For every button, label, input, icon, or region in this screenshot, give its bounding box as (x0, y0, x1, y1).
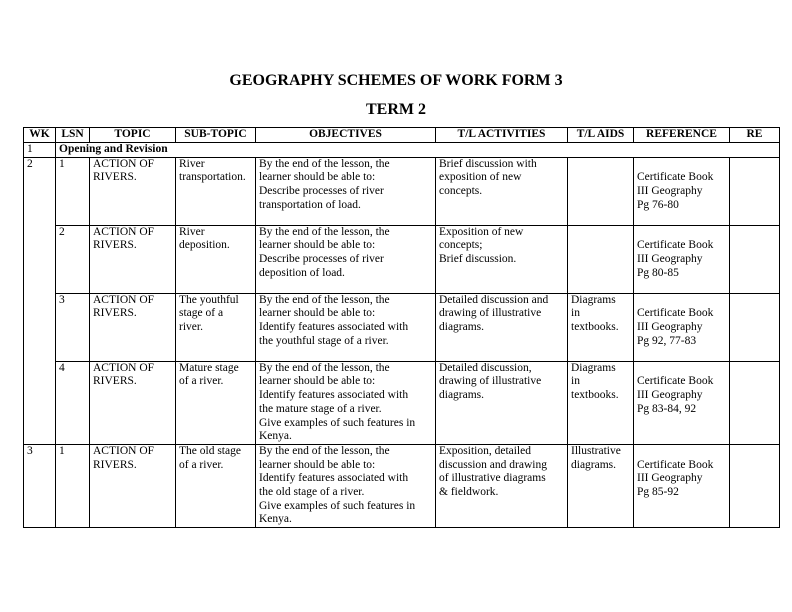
reference-line: Certificate Book (637, 458, 714, 471)
table-row (24, 361, 780, 444)
objectives-cell (256, 225, 436, 293)
topic-cell (90, 157, 176, 225)
objective-line: Identify features associated with (259, 472, 409, 485)
topic-line: RIVERS. (93, 458, 137, 471)
topic-cell (90, 293, 176, 361)
objective-line: deposition of load. (259, 266, 345, 279)
reference-line: III Geography (637, 321, 703, 334)
subtopic-line: River (179, 225, 205, 238)
subtopic-line: river. (179, 321, 203, 334)
activity-line: discussion and drawing (439, 458, 547, 471)
reference-line: Pg 92, 77-83 (637, 334, 697, 347)
activity-line: Detailed discussion and (439, 293, 549, 306)
week-cell: 2 (24, 157, 56, 444)
revision-text: Opening and Revision (56, 143, 780, 158)
revision-row (24, 143, 780, 158)
remarks-cell (730, 293, 780, 361)
reference-cell (634, 225, 730, 293)
objectives-cell (256, 293, 436, 361)
reference-line: Certificate Book (637, 307, 714, 320)
objective-line: Describe processes of river (259, 185, 384, 198)
activity-line: diagrams. (439, 389, 485, 402)
objective-line: By the end of the lesson, the (259, 444, 390, 457)
objective-line: By the end of the lesson, the (259, 157, 390, 170)
subtopic-cell (176, 157, 256, 225)
activity-line: diagrams. (439, 321, 485, 334)
topic-cell (90, 225, 176, 293)
aid-line: textbooks. (571, 321, 619, 334)
objective-line: Give examples of such features in (259, 499, 416, 512)
objective-line: the mature stage of a river. (259, 402, 382, 415)
aid-line: textbooks. (571, 389, 619, 402)
reference-cell (634, 361, 730, 444)
topic-line: RIVERS. (93, 239, 137, 252)
activities-cell (436, 293, 568, 361)
revision-week: 1 (24, 143, 56, 158)
objectives-cell (256, 444, 436, 527)
activity-line: drawing of illustrative (439, 375, 542, 388)
subtopic-line: The old stage (179, 444, 241, 457)
aids-cell (568, 293, 634, 361)
schemes-table (23, 127, 780, 528)
remarks-cell (730, 225, 780, 293)
topic-line: ACTION OF (93, 293, 155, 306)
header-objectives: OBJECTIVES (256, 128, 436, 143)
subtopic-cell (176, 225, 256, 293)
reference-line: Pg 76-80 (637, 198, 679, 211)
aid-line: in (571, 375, 580, 388)
header-activities: T/L ACTIVITIES (436, 128, 568, 143)
objective-line: learner should be able to: (259, 239, 376, 252)
table-row (24, 157, 780, 225)
lesson-cell: 2 (56, 225, 90, 293)
activity-line: concepts; (439, 239, 483, 252)
aid-line: Illustrative (571, 444, 621, 457)
week-cell: 3 (24, 444, 56, 527)
reference-cell (634, 293, 730, 361)
activity-line: concepts. (439, 185, 483, 198)
topic-line: ACTION OF (93, 225, 155, 238)
reference-line: Certificate Book (637, 375, 714, 388)
aids-cell (568, 225, 634, 293)
reference-line: III Geography (637, 253, 703, 266)
subtopic-line: stage of a (179, 307, 224, 320)
objective-line: Kenya. (259, 513, 292, 526)
header-lsn: LSN (56, 128, 90, 143)
aids-cell (568, 361, 634, 444)
header-reference: REFERENCE (634, 128, 730, 143)
objective-line: learner should be able to: (259, 458, 376, 471)
aids-cell (568, 444, 634, 527)
reference-line: III Geography (637, 185, 703, 198)
remarks-cell (730, 157, 780, 225)
activity-line: & fieldwork. (439, 486, 499, 499)
lesson-cell: 3 (56, 293, 90, 361)
lesson-cell: 1 (56, 444, 90, 527)
objective-line: Kenya. (259, 430, 292, 443)
subtopic-cell (176, 293, 256, 361)
activity-line: Exposition of new (439, 225, 524, 238)
term-heading: TERM 2 (366, 101, 426, 118)
header-aids: T/L AIDS (568, 128, 634, 143)
subtopic-line: of a river. (179, 458, 224, 471)
objective-line: By the end of the lesson, the (259, 225, 390, 238)
objective-line: transportation of load. (259, 198, 361, 211)
activity-line: Brief discussion. (439, 253, 517, 266)
objective-line: learner should be able to: (259, 171, 376, 184)
subtopic-cell (176, 444, 256, 527)
lesson-cell: 4 (56, 361, 90, 444)
reference-line: Pg 80-85 (637, 266, 679, 279)
activities-cell (436, 444, 568, 527)
header-topic: TOPIC (90, 128, 176, 143)
subtopic-line: of a river. (179, 375, 224, 388)
table-row (24, 293, 780, 361)
reference-cell (634, 157, 730, 225)
subtopic-line: transportation. (179, 171, 246, 184)
topic-line: RIVERS. (93, 307, 137, 320)
lesson-cell: 1 (56, 157, 90, 225)
objective-line: Give examples of such features in (259, 416, 416, 429)
header-remarks: RE (730, 128, 780, 143)
objective-line: the youthful stage of a river. (259, 334, 389, 347)
activities-cell (436, 361, 568, 444)
document-title: GEOGRAPHY SCHEMES OF WORK FORM 3 (229, 72, 563, 89)
aid-line: Diagrams (571, 361, 616, 374)
topic-cell (90, 361, 176, 444)
topic-cell (90, 444, 176, 527)
activity-line: Brief discussion with (439, 157, 537, 170)
objective-line: Describe processes of river (259, 253, 384, 266)
reference-line: III Geography (637, 472, 703, 485)
subtopic-cell (176, 361, 256, 444)
subtopic-line: deposition. (179, 239, 230, 252)
objectives-cell (256, 361, 436, 444)
reference-line: III Geography (637, 389, 703, 402)
activity-line: of illustrative diagrams (439, 472, 546, 485)
aid-line: Diagrams (571, 293, 616, 306)
activity-line: Exposition, detailed (439, 444, 531, 457)
activities-cell (436, 157, 568, 225)
aids-cell (568, 157, 634, 225)
header-row (24, 128, 780, 143)
reference-cell (634, 444, 730, 527)
activity-line: exposition of new (439, 171, 522, 184)
subtopic-line: River (179, 157, 205, 170)
topic-line: RIVERS. (93, 171, 137, 184)
objective-line: By the end of the lesson, the (259, 293, 390, 306)
reference-line: Pg 83-84, 92 (637, 402, 697, 415)
table-row (24, 225, 780, 293)
objectives-cell (256, 157, 436, 225)
reference-line: Pg 85-92 (637, 486, 679, 499)
header-wk: WK (24, 128, 56, 143)
aid-line: diagrams. (571, 458, 617, 471)
topic-line: ACTION OF (93, 361, 155, 374)
objective-line: learner should be able to: (259, 375, 376, 388)
subtopic-line: Mature stage (179, 361, 239, 374)
activity-line: drawing of illustrative (439, 307, 542, 320)
topic-line: RIVERS. (93, 375, 137, 388)
remarks-cell (730, 444, 780, 527)
activity-line: Detailed discussion, (439, 361, 532, 374)
objective-line: the old stage of a river. (259, 486, 365, 499)
objective-line: By the end of the lesson, the (259, 361, 390, 374)
subtopic-line: The youthful (179, 293, 239, 306)
topic-line: ACTION OF (93, 444, 155, 457)
table-row (24, 444, 780, 527)
topic-line: ACTION OF (93, 157, 155, 170)
header-subtopic: SUB-TOPIC (176, 128, 256, 143)
objective-line: learner should be able to: (259, 307, 376, 320)
objective-line: Identify features associated with (259, 389, 409, 402)
aid-line: in (571, 307, 580, 320)
reference-line: Certificate Book (637, 239, 714, 252)
objective-line: Identify features associated with (259, 321, 409, 334)
activities-cell (436, 225, 568, 293)
remarks-cell (730, 361, 780, 444)
reference-line: Certificate Book (637, 171, 714, 184)
